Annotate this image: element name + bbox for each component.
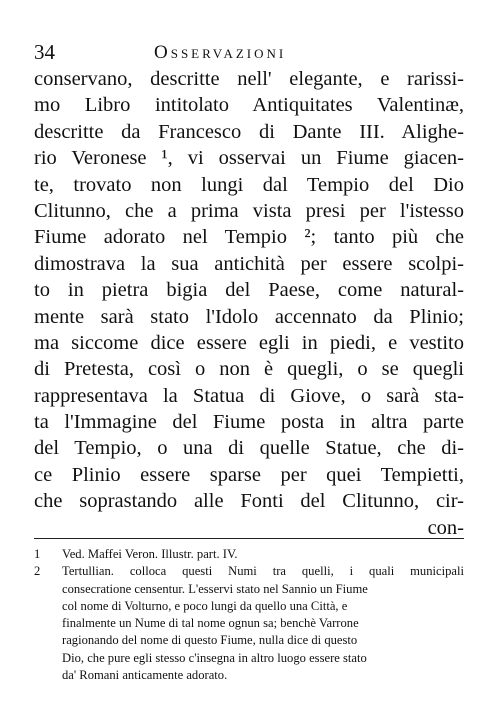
text-line: mo Libro intitolato Antiquitates Valentinæ, (34, 94, 464, 117)
text-line: che soprastando alle Fonti del Clitunno, cir- (34, 490, 464, 513)
footnote-text: Tertullian. colloca questi Numi tra quelli, i quali municipali (62, 564, 464, 579)
body-text (34, 66, 464, 541)
footnote-text: consecratione censentur. L'esservi stato nel Sannio un Fiume (62, 581, 368, 596)
footnote-number: 1 (34, 547, 41, 561)
text-line: to in pietra bigia del Paese, come natural- (34, 279, 464, 302)
running-title: Osservazioni (154, 42, 287, 63)
text-line: ta l'Immagine del Fiume posta in altra parte (34, 411, 464, 434)
text-line: ce Plinio essere sparse per quei Tempietti, (34, 463, 464, 486)
text-line: te, trovato non lungi dal Tempio del Dio (34, 173, 464, 196)
text-line: Fiume adorato nel Tempio ²; tanto più che (34, 226, 464, 249)
text-line: ma siccome dice essere egli in piedi, e vestito (34, 331, 464, 354)
footnote-text: Dio, che pure egli stesso c'insegna in altro luogo essere stato (62, 650, 367, 665)
text-line: del Tempio, o una di quelle Statue, che di- (34, 437, 464, 460)
footnote-number: 2 (34, 564, 41, 579)
footnote-1 (34, 546, 464, 563)
catchword: con- (427, 516, 464, 539)
text-line: rio Veronese ¹, vi osservai un Fiume giacen- (34, 147, 464, 170)
text-line: Clitunno, che a prima vista presi per l'istesso (34, 199, 464, 222)
footnote-text: da' Romani anticamente adorato. (62, 668, 228, 683)
footnote-2 (34, 563, 464, 580)
page-number: 34 (34, 40, 55, 64)
footnote-text: Ved. Maffei Veron. Illustr. part. IV. (62, 547, 238, 561)
text-line: conservano, descritte nell' elegante, e rarissi- (34, 68, 464, 90)
text-line: mente sarà stato l'Idolo accennato da Plinio; (34, 305, 464, 328)
text-line: dimostrava la sua antichità per essere scolpi- (34, 252, 464, 275)
footnote-text: col nome di Volturno, e poco lungi da quello una Città, e (62, 598, 348, 613)
text-line: di Pretesta, così o non è quegli, o se quegli (34, 358, 464, 381)
footnotes (34, 546, 464, 684)
text-line: descritte da Francesco di Dante III. Alighe- (34, 120, 464, 143)
footnote-rule (34, 538, 464, 539)
footnote-text: finalmente un Nume di tal nome ognun sa; benchè Varrone (62, 616, 359, 631)
text-line: rappresentava la Statua di Giove, o sarà sta- (34, 384, 464, 407)
footnote-text: ragionando del nome di questo Fiume, nulla dice di questo (62, 633, 358, 648)
page-header (34, 40, 470, 66)
